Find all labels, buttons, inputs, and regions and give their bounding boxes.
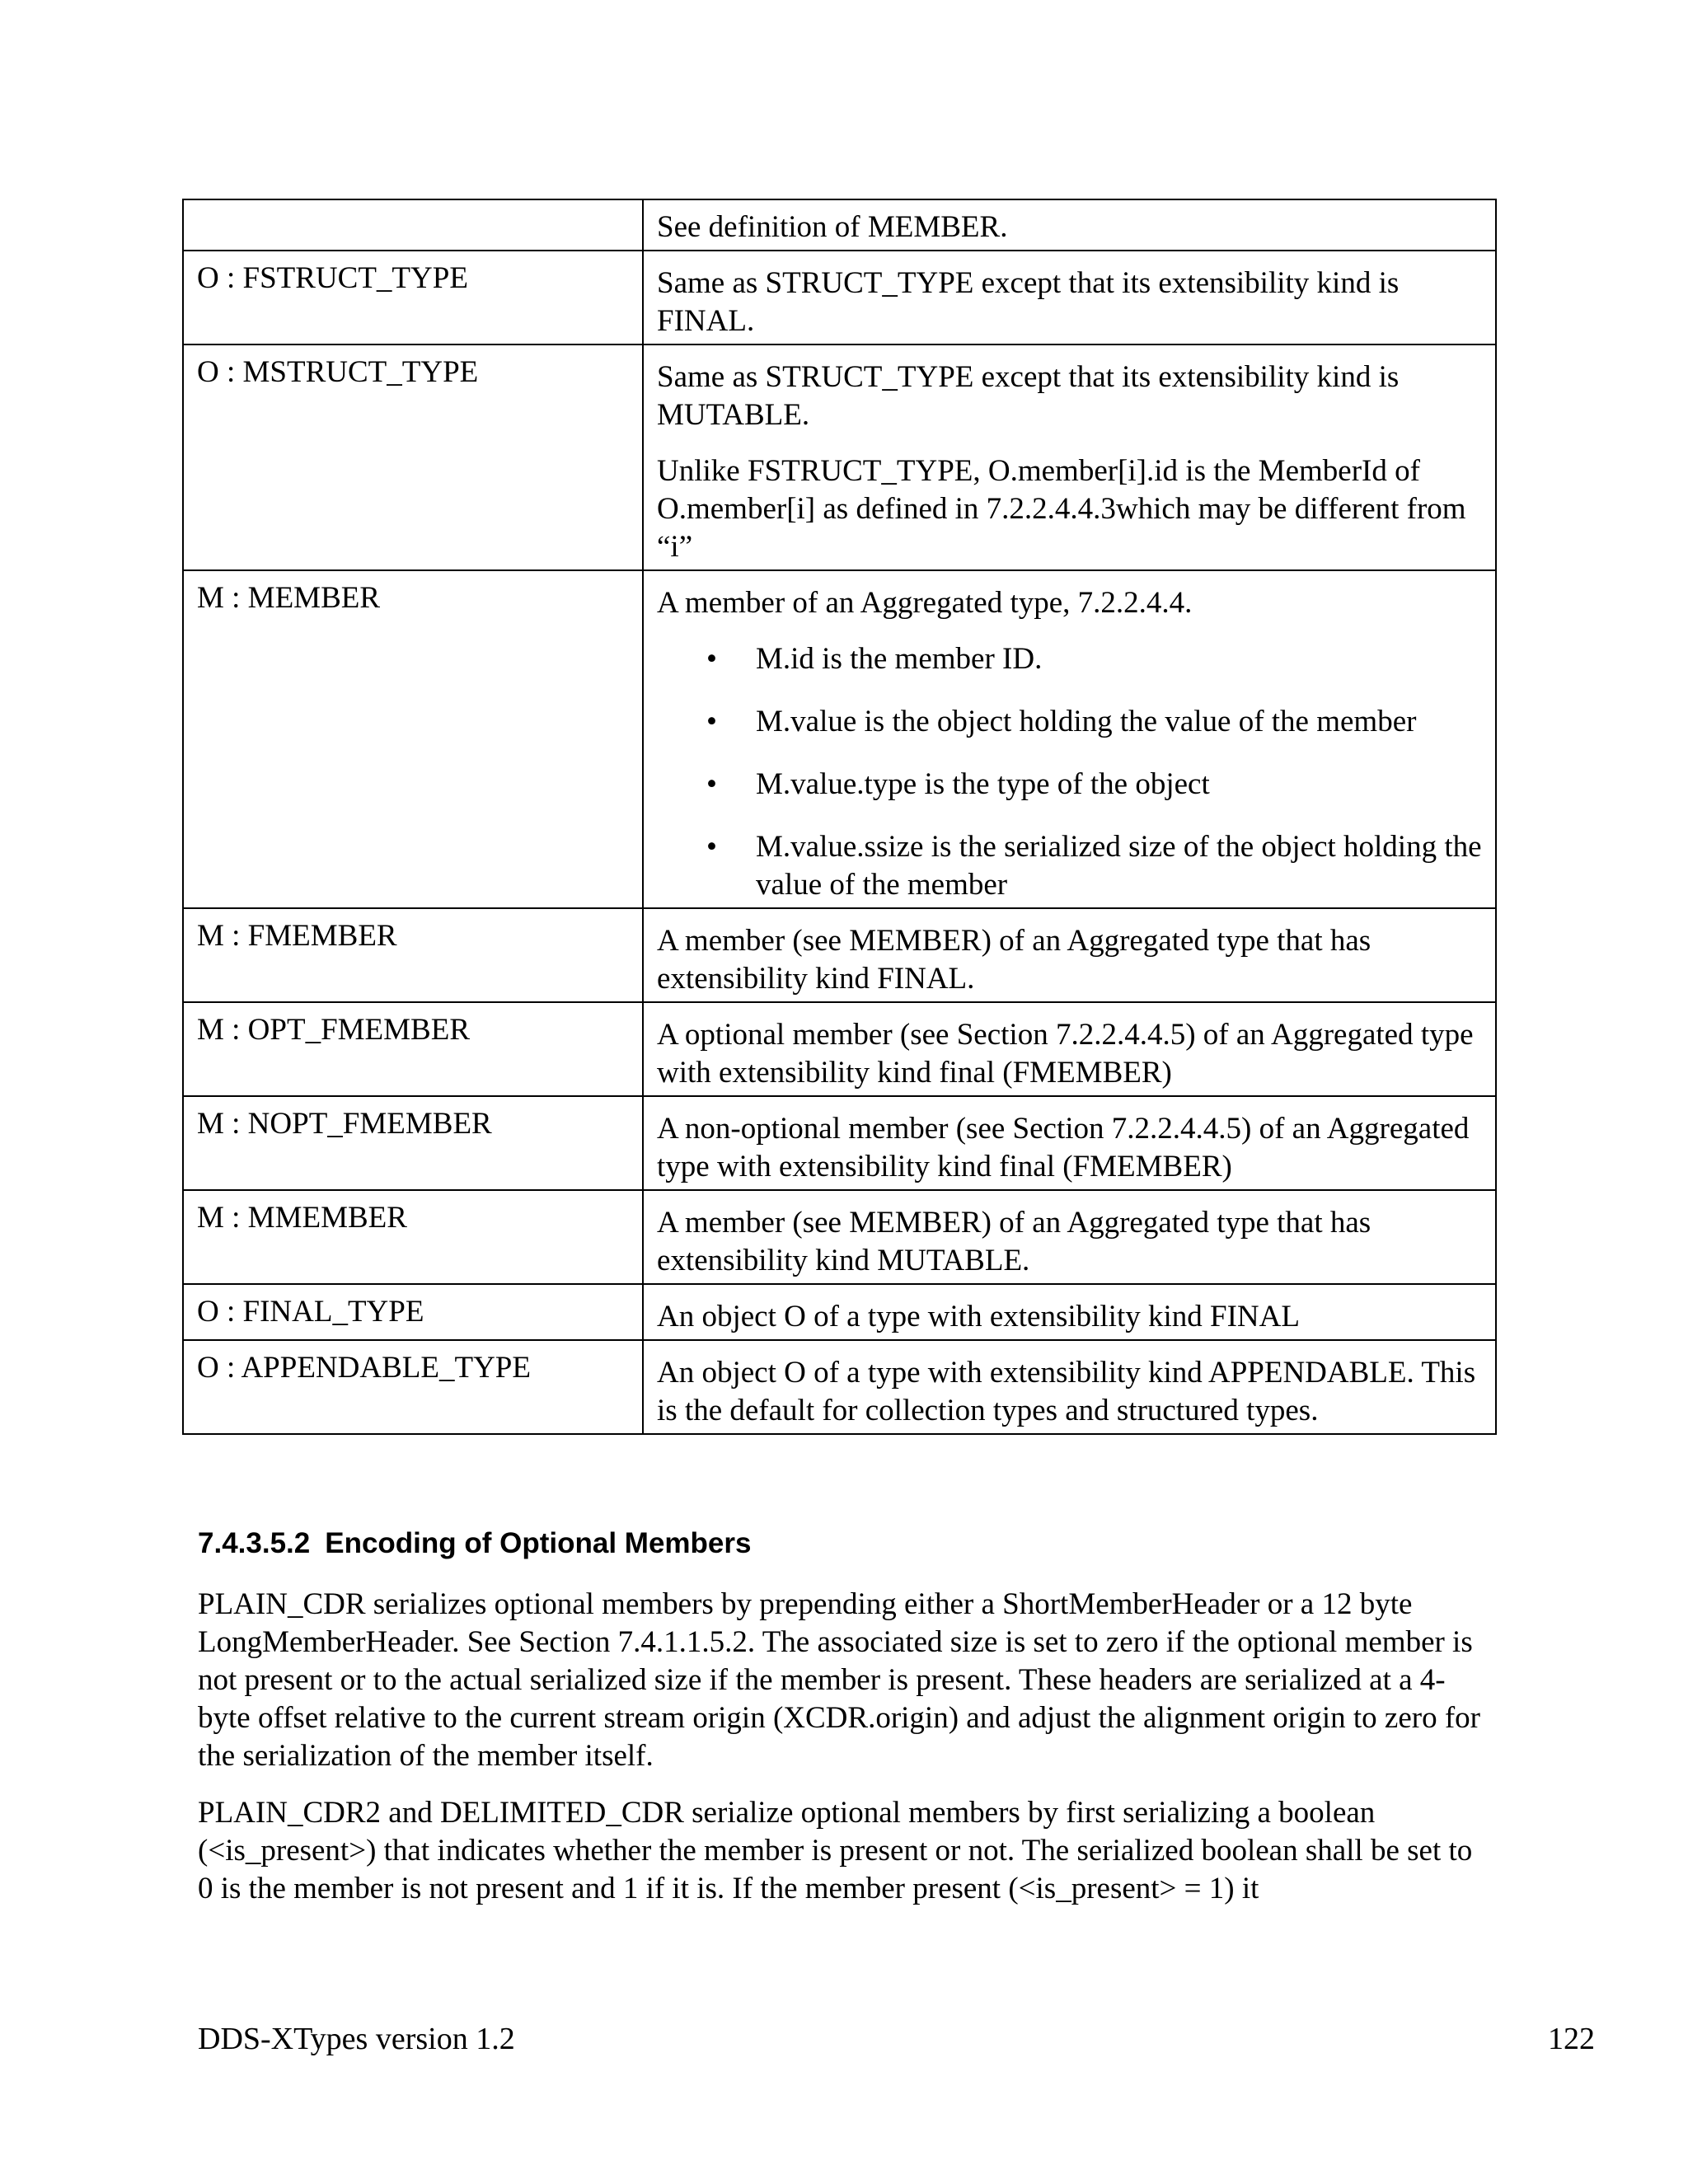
term-cell: M : OPT_FMEMBER [183,1002,643,1096]
definition-text: Same as STRUCT_TYPE except that its extensibility kind is FINAL. [657,266,1400,338]
definition-cell [643,1190,1496,1284]
term-cell [183,199,643,251]
list-item-text: M.id is the member ID. [756,642,1043,676]
definition-cell [643,344,1496,570]
list-item-text: M.value.type is the type of the object [756,767,1210,801]
table-row [183,908,1496,1002]
term-cell: M : MEMBER [183,570,643,908]
term-cell: M : MMEMBER [183,1190,643,1284]
term-cell: O : MSTRUCT_TYPE [183,344,643,570]
section-heading [198,1527,751,1560]
bullet-icon: • [706,705,717,738]
list-item [657,766,1482,804]
table-row [183,251,1496,344]
term-cell: O : FINAL_TYPE [183,1284,643,1340]
table-row [183,1096,1496,1190]
list-item [657,828,1482,904]
bullet-icon: • [706,642,717,676]
definitions-table [182,199,1497,1435]
section-number: 7.4.3.5.2 [198,1527,311,1559]
table-row [183,199,1496,251]
definition-cell [643,908,1496,1002]
term-cell: O : APPENDABLE_TYPE [183,1340,643,1434]
list-item [657,640,1482,678]
definition-text: Unlike FSTRUCT_TYPE, O.member[i].id is the MemberId of O.member[i] as defined in 7.2.2.4.4.3which may be different from “i” [657,454,1466,564]
body-paragraph: PLAIN_CDR serializes optional members by prepending either a ShortMemberHeader or a 12 byte LongMemberHeader. See Section 7.4.1.1.5.2. The associated size is set to zero if the optional member is not present or to the actual serialized size if the member is present. These headers are serialized at a 4-byte offset relative to the current stream origin (XCDR.origin) and adjust the alignment origin to zero for the serialization of the member itself. [198,1587,1480,1773]
definition-cell [643,199,1496,251]
definition-cell [643,1284,1496,1340]
definition-text: A non-optional member (see Section 7.2.2.4.4.5) of an Aggregated type with extensibility kind final (FMEMBER) [657,1112,1470,1183]
table-row [183,1002,1496,1096]
term-cell: O : FSTRUCT_TYPE [183,251,643,344]
definition-cell [643,1002,1496,1096]
definition-text: Same as STRUCT_TYPE except that its extensibility kind is MUTABLE. [657,360,1400,432]
section-title: Encoding of Optional Members [325,1527,752,1559]
definition-text: An object O of a type with extensibility kind FINAL [657,1300,1300,1333]
definition-cell [643,1096,1496,1190]
list-item [657,703,1482,741]
definition-text: An object O of a type with extensibility kind APPENDABLE. This is the default for collection types and structured types. [657,1356,1476,1427]
footer-document-title: DDS-XTypes version 1.2 [198,2022,515,2056]
definition-text: A optional member (see Section 7.2.2.4.4.5) of an Aggregated type with extensibility kind final (FMEMBER) [657,1018,1474,1090]
footer-page-number: 122 [1548,2022,1595,2056]
definition-text: See definition of MEMBER. [657,210,1008,244]
definition-text: A member (see MEMBER) of an Aggregated type that has extensibility kind FINAL. [657,924,1372,996]
bullet-icon: • [706,830,717,864]
table-row [183,570,1496,908]
table-row [183,344,1496,570]
bullet-icon: • [706,767,717,801]
definition-cell [643,251,1496,344]
member-property-list [657,640,1482,904]
definition-cell [643,1340,1496,1434]
term-cell: M : NOPT_FMEMBER [183,1096,643,1190]
definition-cell [643,570,1496,908]
body-paragraph: PLAIN_CDR2 and DELIMITED_CDR serialize optional members by first serializing a boolean (<is_present>) that indicates whether the member is present or not. The serialized boolean shall be set to 0 is the member is not present and 1 if it is. If the member present (<is_present> = 1) it [198,1796,1473,1905]
definition-text: A member of an Aggregated type, 7.2.2.4.4. [657,586,1193,620]
term-cell: M : FMEMBER [183,908,643,1002]
list-item-text: M.value.ssize is the serialized size of the object holding the value of the member [756,830,1482,902]
table-row [183,1190,1496,1284]
definition-text: A member (see MEMBER) of an Aggregated type that has extensibility kind MUTABLE. [657,1206,1372,1277]
table-row [183,1284,1496,1340]
table-row [183,1340,1496,1434]
list-item-text: M.value is the object holding the value of the member [756,705,1417,738]
